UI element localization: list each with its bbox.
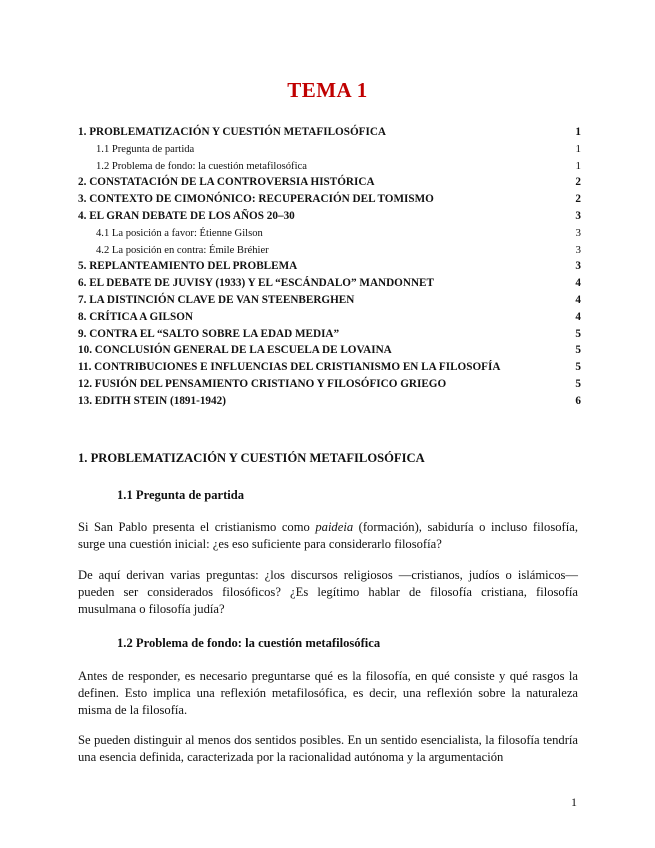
table-of-contents xyxy=(78,126,581,412)
paragraph-text: Si San Pablo presenta el cristianismo como xyxy=(78,520,316,534)
toc-entry-title: 1. PROBLEMATIZACIÓN Y CUESTIÓN METAFILOSÓFICA xyxy=(78,126,386,138)
toc-entry-title: 11. CONTRIBUCIONES E INFLUENCIAS DEL CRISTIANISMO EN LA FILOSOFÍA xyxy=(78,361,501,374)
emphasis-text: paideia xyxy=(315,520,354,534)
paragraph-1-2-b: Se pueden distinguir al menos dos sentidos posibles. En un sentido esencialista, la filosofía tendría una esencia definida, caracterizada por la racionalidad autónoma y la argumentación xyxy=(78,733,578,764)
toc-entry-page: 4 xyxy=(575,310,581,323)
toc-entry[interactable] xyxy=(78,244,581,261)
toc-entry-page: 2 xyxy=(575,193,581,206)
toc-entry-title: 3. CONTEXTO DE CIMONÓNICO: RECUPERACIÓN DEL TOMISMO xyxy=(78,193,434,206)
toc-entry-title: 4. EL GRAN DEBATE DE LOS AÑOS 20–30 xyxy=(78,209,295,222)
subsection-heading-1-2: 1.2 Problema de fondo: la cuestión metafilosófica xyxy=(117,636,381,650)
toc-entry[interactable] xyxy=(78,361,581,378)
toc-entry-title: 1.2 Problema de fondo: la cuestión metafilosófica xyxy=(96,160,307,172)
toc-entry-page: 3 xyxy=(575,243,581,256)
toc-entry-page: 1 xyxy=(575,159,581,172)
toc-entry-title: 7. LA DISTINCIÓN CLAVE DE VAN STEENBERGHEN xyxy=(78,293,355,306)
toc-entry[interactable] xyxy=(78,395,581,412)
toc-entry-page: 5 xyxy=(575,377,581,390)
toc-entry[interactable] xyxy=(78,193,581,210)
toc-entry-page: 3 xyxy=(575,260,581,273)
toc-entry-page: 3 xyxy=(575,209,581,222)
toc-entry-page: 4 xyxy=(575,293,581,306)
paragraph-1-2-a: Antes de responder, es necesario preguntarse qué es la filosofía, en qué consiste y qué rasgos la definen. Esto implica una reflexión metafilosófica, es decir, una reflexión sobre la naturaleza misma de la filosofía. xyxy=(78,669,578,717)
paragraph-text: (formación), sabiduría o incluso filosofía, surge una cuestión inicial: ¿es eso suficiente para considerarlo filosofía? xyxy=(78,520,578,551)
toc-entry-page: 1 xyxy=(575,142,581,155)
subsection-heading-1-1: 1.1 Pregunta de partida xyxy=(117,488,245,502)
toc-entry[interactable] xyxy=(78,160,581,177)
toc-entry[interactable] xyxy=(78,176,581,193)
toc-entry-page: 3 xyxy=(575,226,581,239)
toc-entry-title: 12. FUSIÓN DEL PENSAMIENTO CRISTIANO Y FILOSÓFICO GRIEGO xyxy=(78,377,447,390)
toc-entry-title: 6. EL DEBATE DE JUVISY (1933) Y EL “ESCÁNDALO” MANDONNET xyxy=(78,277,434,290)
toc-entry-title: 2. CONSTATACIÓN DE LA CONTROVERSIA HISTÓRICA xyxy=(78,176,375,189)
document-title: TEMA 1 xyxy=(287,78,368,102)
toc-entry[interactable] xyxy=(78,344,581,361)
paragraph-1-1-b: De aquí derivan varias preguntas: ¿los discursos religiosos —cristianos, judíos o islámicos— pueden ser considerados filosóficos? ¿Es legítimo hablar de filosofía cristiana, filosofía musulmana o filosofía judía? xyxy=(78,568,578,616)
toc-entry[interactable] xyxy=(78,378,581,395)
toc-entry[interactable] xyxy=(78,260,581,277)
toc-entry-page: 5 xyxy=(575,361,581,374)
toc-entry-title: 8. CRÍTICA A GILSON xyxy=(78,310,194,323)
toc-entry-page: 1 xyxy=(575,126,581,138)
toc-entry[interactable] xyxy=(78,210,581,227)
toc-entry[interactable] xyxy=(78,126,581,143)
toc-entry-page: 6 xyxy=(575,394,581,407)
toc-entry[interactable] xyxy=(78,277,581,294)
toc-entry-page: 2 xyxy=(575,176,581,189)
page-number: 1 xyxy=(571,795,577,809)
toc-entry-title: 10. CONCLUSIÓN GENERAL DE LA ESCUELA DE LOVAINA xyxy=(78,344,392,357)
toc-entry-page: 5 xyxy=(575,344,581,357)
toc-entry-page: 5 xyxy=(575,327,581,340)
toc-entry[interactable] xyxy=(78,328,581,345)
toc-entry[interactable] xyxy=(78,143,581,160)
toc-entry-title: 13. EDITH STEIN (1891-1942) xyxy=(78,394,226,407)
toc-entry[interactable] xyxy=(78,294,581,311)
toc-entry-title: 1.1 Pregunta de partida xyxy=(96,143,195,155)
toc-entry-page: 4 xyxy=(575,277,581,290)
toc-entry[interactable] xyxy=(78,227,581,244)
paragraph-1-1-a xyxy=(78,519,578,553)
toc-entry-title: 5. REPLANTEAMIENTO DEL PROBLEMA xyxy=(78,260,298,273)
toc-entry-title: 4.2 La posición en contra: Émile Bréhier xyxy=(96,244,269,256)
toc-entry-title: 4.1 La posición a favor: Étienne Gilson xyxy=(96,227,263,239)
toc-entry-title: 9. CONTRA EL “SALTO SOBRE LA EDAD MEDIA” xyxy=(78,327,340,340)
section-heading: 1. PROBLEMATIZACIÓN Y CUESTIÓN METAFILOSÓFICA xyxy=(78,451,425,465)
toc-entry[interactable] xyxy=(78,311,581,328)
